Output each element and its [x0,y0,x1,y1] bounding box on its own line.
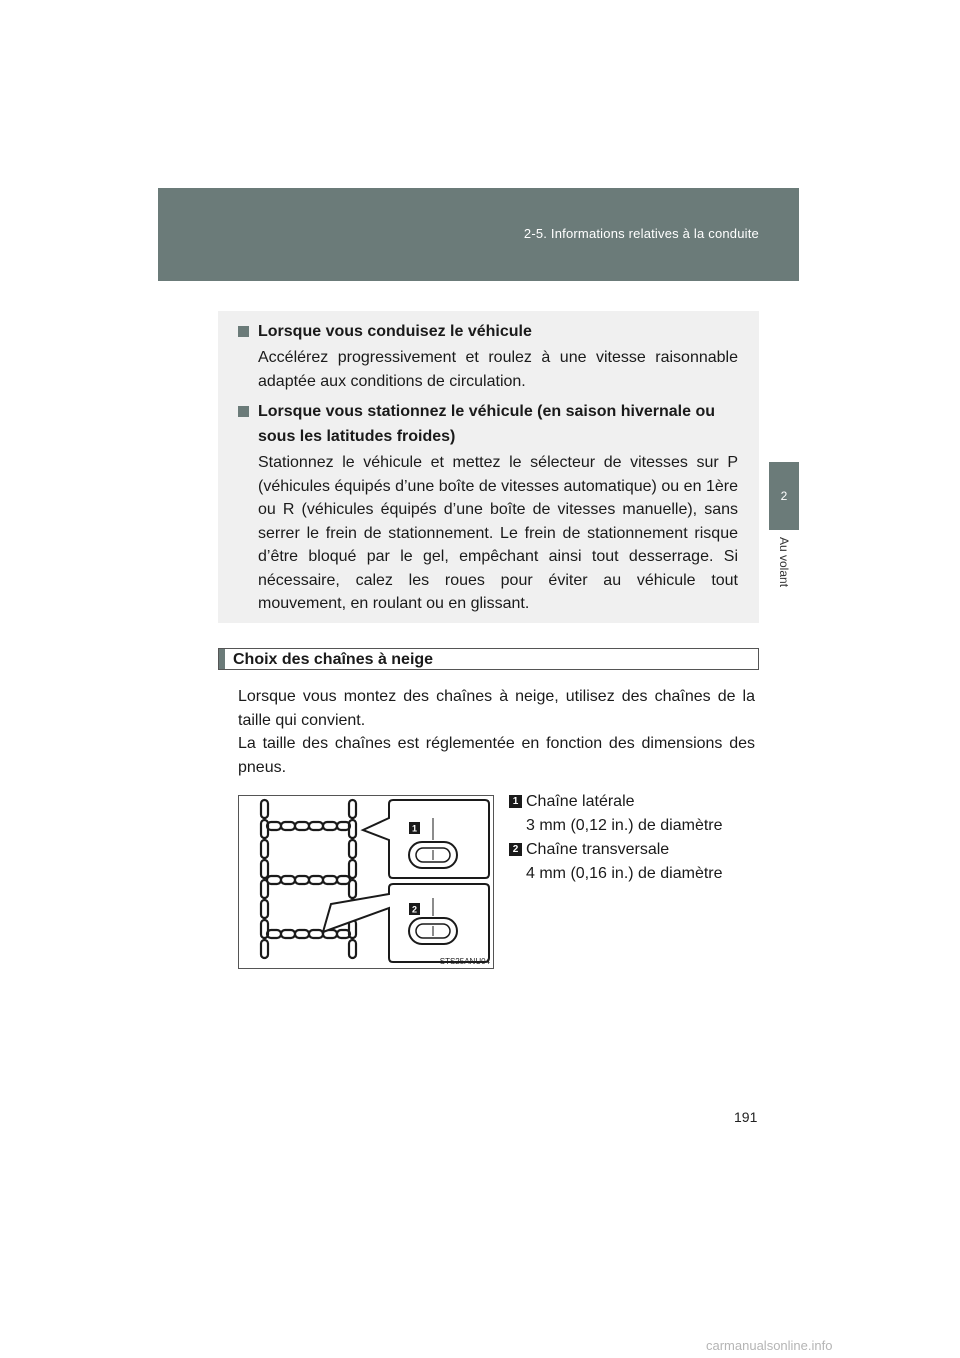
section-paragraph-1: Lorsque vous montez des chaînes à neige, utilisez des chaînes de la taille qui convient. [238,688,755,729]
section-heading [218,648,759,670]
section-breadcrumb: 2-5. Informations relatives à la conduite [523,226,759,241]
callout-side-chain [363,800,489,878]
info-item-title: Lorsque vous stationnez le véhicule (en saison hivernale ou sous les latitudes froides) [258,403,716,445]
heading-accent-bar [219,649,225,669]
number-badge-icon: 1 [509,795,522,808]
info-item-title: Lorsque vous conduisez le véhicule [258,323,532,340]
number-badge-icon: 2 [509,843,522,856]
legend-spec: 4 mm (0,16 in.) de diamètre [526,864,723,882]
callout-number: 2 [411,904,418,915]
chapter-header [158,188,799,281]
info-item-body: Accélérez progressivement et roulez à une vitesse raisonnable adaptée aux conditions de circulation. [258,349,738,390]
section-heading-text: Choix des chaînes à neige [233,651,434,668]
legend-name: Chaîne transversale [526,841,670,858]
snow-chain-illustration [239,796,493,968]
info-item-parking [238,399,738,616]
legend-item [509,838,759,885]
section-paragraph-2: La taille des chaînes est réglementée en fonction des dimensions des pneus. [238,735,755,776]
callout-number: 1 [411,823,418,834]
chapter-number: 2 [780,489,788,503]
callout-cross-chain [323,884,489,962]
legend-spec: 3 mm (0,12 in.) de diamètre [526,816,723,834]
info-item-driving [238,319,738,393]
legend-item [509,790,759,837]
square-bullet-icon [238,326,249,337]
legend-name: Chaîne latérale [526,793,635,810]
chapter-tab-label [771,537,797,617]
figure-legend [509,790,759,886]
info-box [218,311,759,623]
info-item-body: Stationnez le véhicule et mettez le sélecteur de vitesses sur P (véhicules équipés d’une boîte de vitesses automatique) ou en 1ère ou R (véhicules équipés d’une boîte de vitesses manuelle), sans serrer le frein de stationnement. Le frein de stationnement risque d’être bloqué par le gel, empêchant ainsi tout desserrage. Si nécessaire, calez les roues pour éviter au véhicule tout mouvement, en roulant ou en glissant. [258,454,738,612]
square-bullet-icon [238,406,249,417]
snow-chain-figure [238,795,494,969]
page-number: 191 [734,1109,758,1125]
figure-code: STS25ANU04 [439,957,490,966]
watermark: carmanualsonline.info [706,1338,833,1353]
chapter-label: Au volant [777,537,791,588]
chapter-tab [769,462,799,530]
